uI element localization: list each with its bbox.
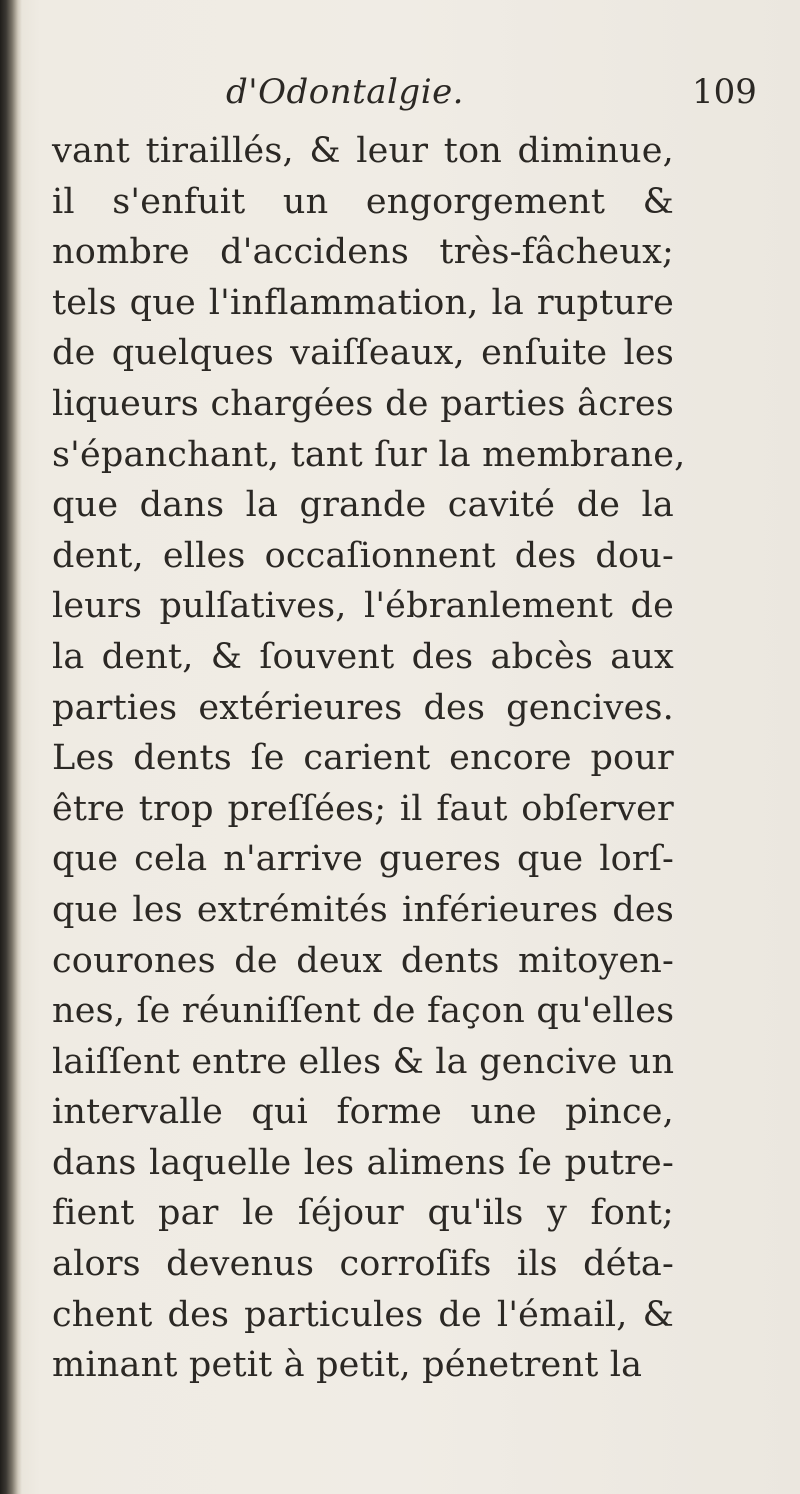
text-line: courones de deux dents mitoyen- bbox=[52, 940, 674, 981]
binding-shadow bbox=[0, 0, 22, 1494]
text-line: de quelques vaiſſeaux, enſuite les bbox=[52, 333, 674, 374]
text-line: leurs pulſatives, l'ébranlement de bbox=[52, 586, 674, 627]
text-line: que les extrémités inférieures des bbox=[52, 889, 674, 930]
running-title: d'Odontalgie. bbox=[226, 72, 464, 112]
text-line: alors devenus corroſifs ils déta- bbox=[52, 1244, 674, 1285]
text-line: Les dents ſe carient encore pour bbox=[52, 738, 674, 779]
text-line: liqueurs chargées de parties âcres bbox=[52, 383, 674, 424]
text-line: être trop preſſées; il faut obſerver bbox=[52, 788, 674, 829]
page-header bbox=[0, 72, 800, 112]
text-line: dans laquelle les alimens ſe putre- bbox=[52, 1142, 674, 1183]
text-line: la dent, & ſouvent des abcès aux bbox=[52, 636, 674, 677]
text-line: dent, elles occaſionnent des dou- bbox=[52, 535, 674, 576]
text-line: minant petit à petit, pénetrent la bbox=[52, 1345, 643, 1386]
text-line: vant tiraillés, & leur ton diminue, bbox=[52, 131, 674, 171]
text-line: tels que l'inflammation, la rupture bbox=[52, 282, 674, 323]
page-number: 109 bbox=[692, 72, 757, 112]
text-line: fient par le ſéjour qu'ils y font; bbox=[52, 1193, 674, 1234]
text-line: nes, ſe réuniſſent de façon qu'elles bbox=[52, 991, 675, 1032]
text-line: parties extérieures des gencives. bbox=[52, 687, 674, 728]
text-line: s'épanchant, tant ſur la membrane, bbox=[52, 434, 686, 475]
text-line: chent des particules de l'émail, & bbox=[52, 1294, 674, 1335]
text-line: que dans la grande cavité de la bbox=[52, 485, 674, 526]
text-line: il s'enfuit un engorgement & bbox=[52, 181, 674, 222]
text-line: que cela n'arrive gueres que lorſ- bbox=[52, 839, 674, 880]
body-text bbox=[52, 126, 686, 1391]
text-line: nombre d'accidens très-fâcheux; bbox=[52, 232, 674, 273]
text-line: intervalle qui forme une pince, bbox=[52, 1092, 674, 1133]
text-line: laiſſent entre elles & la gencive un bbox=[52, 1041, 675, 1082]
